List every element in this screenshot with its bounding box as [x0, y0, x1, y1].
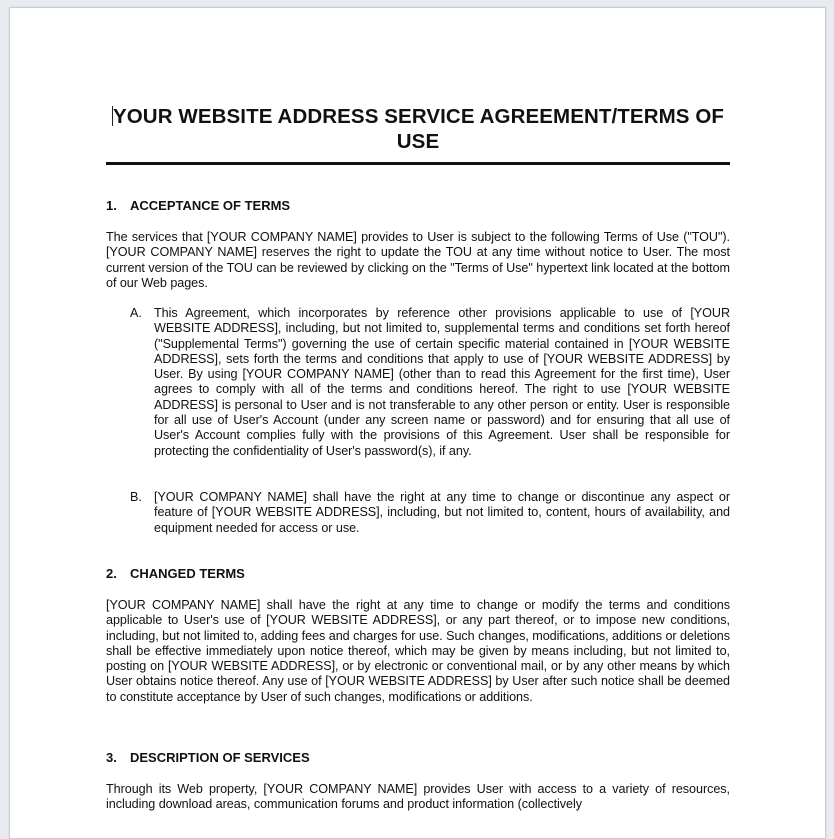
title-divider: [106, 162, 730, 165]
list-item-text: [YOUR COMPANY NAME] shall have the right at any time to change or discontinue any aspect or feature of [YOUR WEBSITE ADDRESS], including, but not limited to, content, hours of availability, and equipment needed for access or use.: [154, 490, 730, 535]
section-title: CHANGED TERMS: [130, 566, 245, 581]
section-number: 1.: [106, 198, 117, 213]
list-item-a: [130, 306, 730, 459]
document-page[interactable]: [9, 7, 826, 839]
section-title: ACCEPTANCE OF TERMS: [130, 198, 291, 213]
section-heading-acceptance-of-terms: [106, 198, 290, 214]
document-title[interactable]: [106, 104, 730, 154]
list-marker: B.: [130, 490, 142, 504]
section-body-description-of-services: Through its Web property, [YOUR COMPANY NAME] provides User with access to a variety of resources, including download areas, communication forums and product information (collectively: [106, 782, 730, 812]
section-heading-description-of-services: [106, 750, 310, 766]
list-item-b: [130, 490, 730, 536]
list-item-text: This Agreement, which incorporates by reference other provisions applicable to use of [YOUR WEBSITE ADDRESS], including, but not limited to, supplemental terms and conditions set forth hereof ("Supplemental Terms") governing the use of certain specific material contained in [YOUR WEBSITE ADDRESS], sets forth the terms and conditions that apply to use of [YOUR WEBSITE ADDRESS] by User. By using [YOUR COMPANY NAME] (other than to read this Agreement for the first time), User agrees to comply with all of the terms and conditions hereof. The right to use [YOUR WEBSITE ADDRESS] is personal to User and is not transferable to any other person or entity. User is responsible for all use of User's Account (under any screen name or password) and for ensuring that all use of User's Account complies fully with the provisions of this Agreement. User shall be responsible for protecting the confidentiality of User's password(s), if any.: [154, 306, 730, 458]
section-body-acceptance-of-terms: The services that [YOUR COMPANY NAME] provides to User is subject to the following Terms of Use ("TOU"). [YOUR COMPANY NAME] reserves the right to update the TOU at any time without notice to User. The most current version of the TOU can be reviewed by clicking on the "Terms of Use" hypertext link located at the bottom of our Web pages.: [106, 230, 730, 290]
section-number: 2.: [106, 566, 117, 581]
section-heading-changed-terms: [106, 566, 245, 582]
document-title-text: YOUR WEBSITE ADDRESS SERVICE AGREEMENT/TERMS OF USE: [112, 105, 725, 153]
section-number: 3.: [106, 750, 117, 765]
section-title: DESCRIPTION OF SERVICES: [130, 750, 310, 765]
section-body-changed-terms: [YOUR COMPANY NAME] shall have the right at any time to change or modify the terms and conditions applicable to User's use of [YOUR WEBSITE ADDRESS], or any part thereof, or to impose new conditions, including, but not limited to, adding fees and charges for use. Such changes, modifications, additions or deletions shall be effective immediately upon notice thereof, which may be given by means including, but not limited to, posting on [YOUR WEBSITE ADDRESS], or by electronic or conventional mail, or by any other means by which User obtains notice thereof. Any use of [YOUR WEBSITE ADDRESS] by User after such notice shall be deemed to constitute acceptance by User of such changes, modifications or additions.: [106, 598, 730, 704]
list-marker: A.: [130, 306, 142, 320]
